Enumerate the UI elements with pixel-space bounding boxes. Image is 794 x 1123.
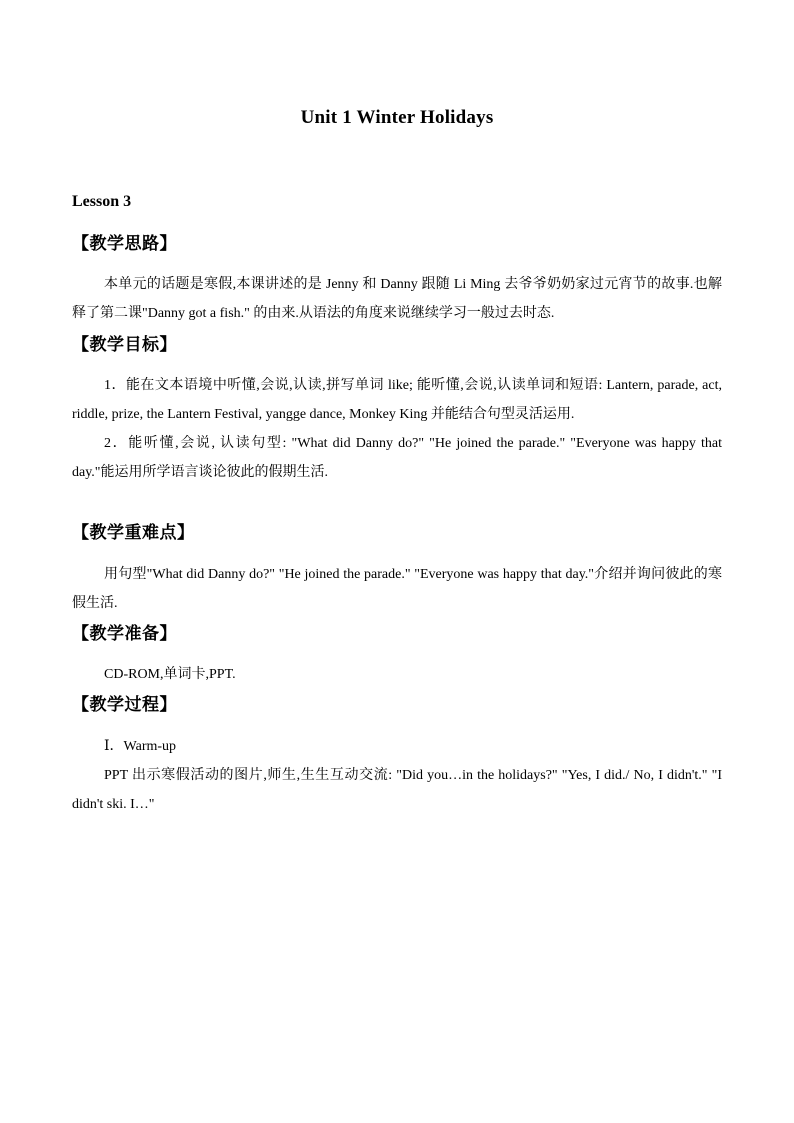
- paragraph: PPT 出示寒假活动的图片,师生,生生互动交流: "Did you…in the holidays?" "Yes, I did./ No, I didn't." "I didn't ski. I…": [72, 768, 722, 812]
- paragraph: CD-ROM,单词卡,PPT.: [104, 667, 236, 682]
- section-heading-teaching-objectives: 【教学目标】: [72, 335, 177, 355]
- paragraph: 2．能听懂,会说, 认读句型: "What did Danny do?" "He joined the parade." "Everyone was happy that day."能运用所学语言谈论彼此的假期生活.: [72, 436, 722, 480]
- lesson-label: Lesson 3: [72, 193, 132, 210]
- section-heading-teaching-process: 【教学过程】: [72, 695, 177, 715]
- section-body-teaching-process: [72, 732, 722, 819]
- section-heading-teaching-approach: 【教学思路】: [72, 234, 177, 254]
- section-body-key-points: [72, 560, 722, 618]
- section-body-teaching-objectives: [72, 371, 722, 487]
- paragraph: Ⅰ．Warm-up: [104, 739, 177, 754]
- section-body-preparation: [72, 660, 722, 689]
- section-body-teaching-approach: [72, 270, 722, 328]
- paragraph: 本单元的话题是寒假,本课讲述的是 Jenny 和 Danny 跟随 Li Ming 去爷爷奶奶家过元宵节的故事.也解释了第二课"Danny got a fish." 的由来.从语法的角度来说继续学习一般过去时态.: [72, 277, 722, 321]
- section-heading-key-points: 【教学重难点】: [72, 523, 195, 543]
- section-heading-preparation: 【教学准备】: [72, 624, 177, 644]
- document-title: Unit 1 Winter Holidays: [300, 107, 494, 128]
- paragraph: 1．能在文本语境中听懂,会说,认读,拼写单词 like; 能听懂,会说,认读单词和短语: Lantern, parade, act, riddle, prize, the Lantern Festival, yangge dance, Monkey King 并能结合句型灵活运用.: [72, 378, 722, 422]
- paragraph: 用句型"What did Danny do?" "He joined the parade." "Everyone was happy that day."介绍并询问彼此的寒假生活.: [72, 567, 722, 611]
